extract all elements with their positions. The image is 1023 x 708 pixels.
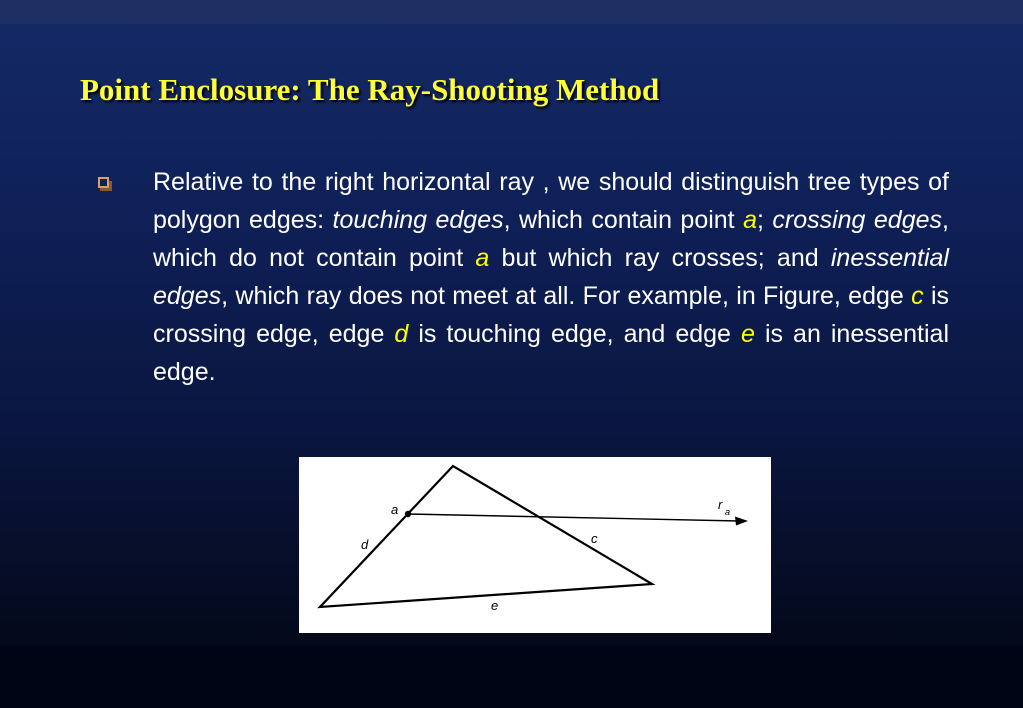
label-d: d <box>361 537 369 552</box>
var-a: a <box>743 206 757 234</box>
text-run: but which ray crosses; and <box>489 244 831 272</box>
var-c: c <box>911 282 924 310</box>
slide-title: Point Enclosure: The Ray-Shooting Method <box>80 72 660 107</box>
label-a: a <box>391 502 399 517</box>
point-a <box>405 511 411 517</box>
figure-diagram <box>299 457 771 633</box>
ray-arrowhead <box>735 517 748 526</box>
var-e: e <box>741 320 755 348</box>
text-run: is touching edge, and edge <box>408 320 741 348</box>
var-d: d <box>394 320 409 348</box>
bullet-square-icon <box>98 177 109 188</box>
term-touching-edges: touching edges <box>332 206 504 234</box>
body-paragraph <box>153 163 949 391</box>
label-c: c <box>591 531 598 546</box>
text-run: is an inessential edge. <box>153 320 950 386</box>
label-ray: r <box>718 497 723 512</box>
label-ray-subscript: a <box>725 507 731 517</box>
top-band <box>0 0 1023 24</box>
term-crossing-edges: crossing edges <box>772 206 943 234</box>
ray-line <box>408 514 739 521</box>
text-run: , which ray does not meet at all. For example, in Figure, edge <box>221 282 912 310</box>
bottom-band <box>0 645 1023 708</box>
polygon-triangle <box>320 466 652 607</box>
text-run: is crossing edge, edge <box>153 282 950 348</box>
text-run: Relative to the right horizontal ray , we should distinguish tree types of polygon edges: <box>153 168 949 234</box>
term-inessential-edges: inessential edges <box>153 244 949 310</box>
figure-ray-shooting <box>299 457 771 633</box>
var-a: a <box>475 244 490 272</box>
text-run: , which contain point <box>503 206 744 234</box>
text-run: ; <box>756 206 773 234</box>
label-e: e <box>491 598 499 613</box>
text-run: , which do not contain point <box>153 206 949 272</box>
